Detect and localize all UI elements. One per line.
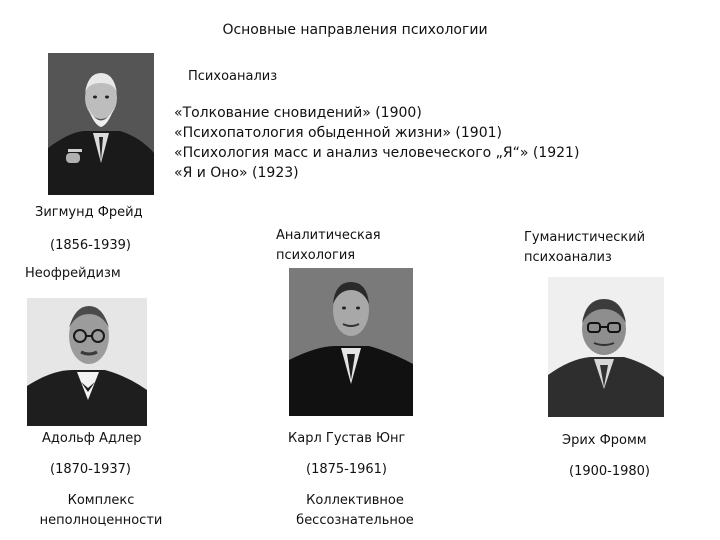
freud-work-item: «Я и Оно» (1923) xyxy=(174,165,299,181)
adler-years: (1870-1937) xyxy=(50,462,132,477)
adler-concept-line: неполноценности xyxy=(39,513,163,528)
freud-work-item: «Психология масс и анализ человеческого „Я“» (1921) xyxy=(174,145,580,161)
freud-years: (1856-1939) xyxy=(50,238,132,253)
fromm-school-line: Гуманистический xyxy=(524,230,646,245)
jung-concept-line: Коллективное xyxy=(306,493,404,508)
adler-portrait xyxy=(27,298,147,426)
freud-name: Зигмунд Фрейд xyxy=(35,205,143,220)
jung-portrait xyxy=(289,268,413,416)
fromm-name: Эрих Фромм xyxy=(562,433,647,448)
freud-works-list xyxy=(174,103,579,183)
jung-school-line: психология xyxy=(276,248,356,263)
adler-school-label: Неофрейдизм xyxy=(25,266,121,281)
freud-work-item: «Толкование сновидений» (1900) xyxy=(174,105,422,121)
freud-work-item: «Психопатология обыденной жизни» (1901) xyxy=(174,125,502,141)
jung-concept-line: бессознательное xyxy=(296,513,414,528)
fromm-school-label xyxy=(524,228,645,268)
jung-years: (1875-1961) xyxy=(306,462,388,477)
fromm-school-line: психоанализ xyxy=(524,250,612,265)
jung-name: Карл Густав Юнг xyxy=(288,431,406,446)
freud-school-label: Психоанализ xyxy=(188,69,278,84)
fromm-portrait xyxy=(548,277,664,417)
jung-school-line: Аналитическая xyxy=(276,228,381,243)
adler-name: Адольф Адлер xyxy=(42,431,142,446)
freud-portrait xyxy=(48,53,154,195)
slide-title: Основные направления психологии xyxy=(222,22,488,38)
fromm-years: (1900-1980) xyxy=(569,464,651,479)
jung-concept xyxy=(280,491,430,531)
jung-school-label xyxy=(276,226,381,266)
adler-concept xyxy=(28,491,174,531)
adler-concept-line: Комплекс xyxy=(67,493,135,508)
